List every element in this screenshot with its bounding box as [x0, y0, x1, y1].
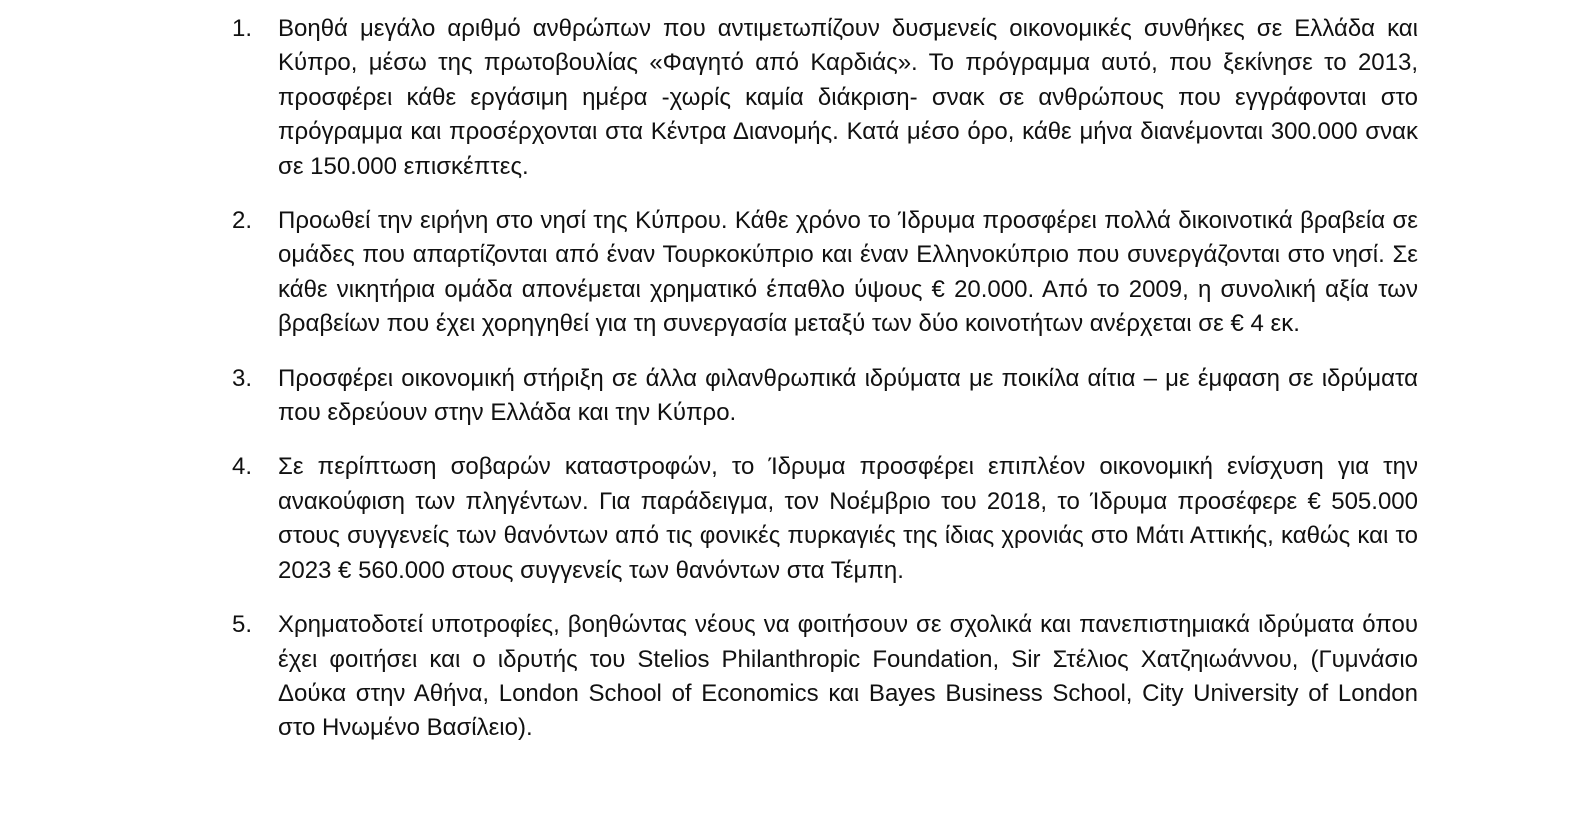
list-item-number: 5.: [232, 611, 253, 639]
list-item-text: Σε περίπτωση σοβαρών καταστροφών, το Ίδρυμα προσφέρει επιπλέον οικονομική ενίσχυση για την ανακούφιση των πληγέντων. Για παράδειγμα, τον Νοέμβριο του 2018, το Ίδρυμα προσέφερε € 505.000 στους συγγενείς των θανόντων από τις φονικές πυρκαγιές της ίδιας χρονιάς στο Μάτι Αττικής, καθώς και το 2023 € 560.000 στους συγγενείς των θανόντων στα Τέμπη.: [278, 453, 1418, 584]
list-item: [232, 12, 1418, 184]
list-item-number: 3.: [232, 364, 253, 392]
list-item-number: 4.: [232, 453, 253, 481]
list-item-text: Προσφέρει οικονομική στήριξη σε άλλα φιλανθρωπικά ιδρύματα με ποικίλα αίτια – με έμφαση σε ιδρύματα που εδρεύουν στην Ελλάδα και την Κύπρο.: [278, 364, 1418, 427]
list-item: [232, 204, 1418, 342]
list-item: [232, 450, 1418, 588]
list-item-number: 2.: [232, 207, 253, 235]
list-item-text: Προωθεί την ειρήνη στο νησί της Κύπρου. Κάθε χρόνο το Ίδρυμα προσφέρει πολλά δικοινοτικά βραβεία σε ομάδες που απαρτίζονται από έναν Τουρκοκύπριο και έναν Ελληνοκύπριο που συνεργάζονται στο νησί. Σε κάθε νικητήρια ομάδα απονέμεται χρηματικό έπαθλο ύψους € 20.000. Από το 2009, η συνολική αξία των βραβείων που έχει χορηγηθεί για τη συνεργασία μεταξύ των δύο κοινοτήτων ανέρχεται σε € 4 εκ.: [278, 207, 1418, 338]
list-item-text: Βοηθά μεγάλο αριθμό ανθρώπων που αντιμετωπίζουν δυσμενείς οικονομικές συνθήκες σε Ελλάδα και Κύπρο, μέσω της πρωτοβουλίας «Φαγητό από Καρδιάς». Το πρόγραμμα αυτό, που ξεκίνησε το 2013, προσφέρει κάθε εργάσιμη ημέρα -χωρίς καμία διάκριση- σνακ σε ανθρώπους που εγγράφονται στο πρόγραμμα και προσέρχονται στα Κέντρα Διανομής. Κατά μέσο όρο, κάθε μήνα διανέμονται 300.000 σνακ σε 150.000 επισκέπτες.: [278, 15, 1418, 180]
list-item: [232, 608, 1418, 746]
list-item-number: 1.: [232, 15, 253, 42]
document-page: [232, 12, 1418, 766]
numbered-list: [232, 12, 1418, 746]
list-item: [232, 362, 1418, 431]
list-item-text: Χρηματοδοτεί υποτροφίες, βοηθώντας νέους να φοιτήσουν σε σχολικά και πανεπιστημιακά ιδρύματα όπου έχει φοιτήσει και ο ιδρυτής του Stelios Philanthropic Foundation, Sir Στέλιος Χατζηιωάννου, (Γυμνάσιο Δούκα στην Αθήνα, London School of Economics και Bayes Business School, City University of London στο Ηνωμένο Βασίλειο).: [278, 611, 1418, 742]
